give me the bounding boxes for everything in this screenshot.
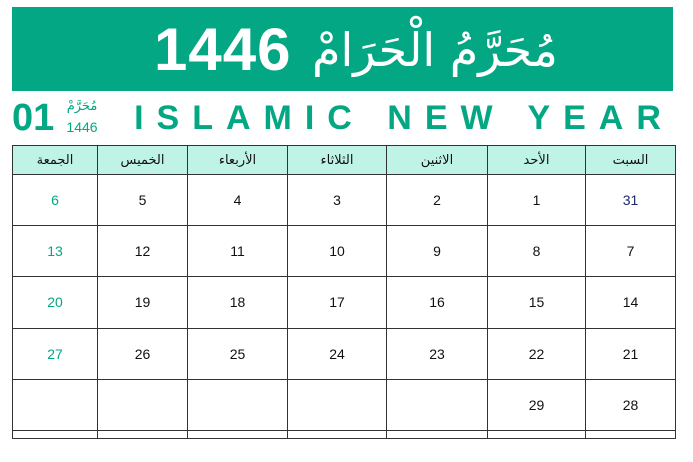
week-row bbox=[13, 226, 676, 277]
weekday-sunday: الأحد bbox=[488, 146, 586, 175]
day-cell: 4 bbox=[188, 175, 288, 226]
weekday-wednesday: الأربعاء bbox=[188, 146, 288, 175]
banner-year: 1446 bbox=[154, 16, 292, 83]
week-row bbox=[13, 430, 676, 438]
day-cell: 2 bbox=[387, 175, 488, 226]
weekday-thursday: الخميس bbox=[98, 146, 188, 175]
weekday-saturday: السبت bbox=[586, 146, 676, 175]
day-cell bbox=[387, 430, 488, 438]
day-cell bbox=[98, 379, 188, 430]
day-cell: 29 bbox=[488, 379, 586, 430]
day-cell: 21 bbox=[586, 328, 676, 379]
week-row bbox=[13, 175, 676, 226]
day-cell: 17 bbox=[288, 277, 387, 328]
calendar-grid bbox=[12, 145, 676, 439]
banner-month-name: مُحَرَّمُ الْحَرَامْ bbox=[312, 23, 558, 77]
day-cell-friday: 13 bbox=[13, 226, 98, 277]
day-cell: 28 bbox=[586, 379, 676, 430]
day-cell: 24 bbox=[288, 328, 387, 379]
day-cell: 3 bbox=[288, 175, 387, 226]
day-cell bbox=[188, 430, 288, 438]
day-cell-friday bbox=[13, 430, 98, 438]
week-row bbox=[13, 379, 676, 430]
day-cell-friday bbox=[13, 379, 98, 430]
day-cell bbox=[488, 430, 586, 438]
day-cell bbox=[98, 430, 188, 438]
day-cell bbox=[586, 430, 676, 438]
weekday-monday: الاثنين bbox=[387, 146, 488, 175]
day-cell: 10 bbox=[288, 226, 387, 277]
day-cell: 9 bbox=[387, 226, 488, 277]
weekday-tuesday: الثلاثاء bbox=[288, 146, 387, 175]
week-row bbox=[13, 277, 676, 328]
day-cell: 7 bbox=[586, 226, 676, 277]
day-cell: 19 bbox=[98, 277, 188, 328]
day-cell-friday: 6 bbox=[13, 175, 98, 226]
weekday-friday: الجمعة bbox=[13, 146, 98, 175]
islamic-new-year-title: ISLAMIC NEW YEAR bbox=[134, 99, 674, 137]
day-cell: 11 bbox=[188, 226, 288, 277]
subheader bbox=[12, 96, 673, 140]
year-small: 1446 bbox=[66, 119, 98, 135]
title-banner bbox=[12, 7, 673, 91]
day-cell: 1 bbox=[488, 175, 586, 226]
day-cell: 5 bbox=[98, 175, 188, 226]
day-cell: 8 bbox=[488, 226, 586, 277]
day-cell: 31 bbox=[586, 175, 676, 226]
day-cell bbox=[387, 379, 488, 430]
day-cell-friday: 27 bbox=[13, 328, 98, 379]
month-name-small: مُحَرَّمْ bbox=[66, 99, 98, 114]
day-cell: 12 bbox=[98, 226, 188, 277]
day-cell bbox=[188, 379, 288, 430]
day-cell: 23 bbox=[387, 328, 488, 379]
day-cell: 14 bbox=[586, 277, 676, 328]
day-cell: 26 bbox=[98, 328, 188, 379]
day-cell: 22 bbox=[488, 328, 586, 379]
weekday-header-row bbox=[13, 146, 676, 175]
day-cell bbox=[288, 379, 387, 430]
day-cell-friday: 20 bbox=[13, 277, 98, 328]
week-row bbox=[13, 328, 676, 379]
day-cell bbox=[288, 430, 387, 438]
month-number: 01 bbox=[12, 97, 55, 139]
day-cell: 15 bbox=[488, 277, 586, 328]
day-cell: 18 bbox=[188, 277, 288, 328]
day-cell: 25 bbox=[188, 328, 288, 379]
day-cell: 16 bbox=[387, 277, 488, 328]
